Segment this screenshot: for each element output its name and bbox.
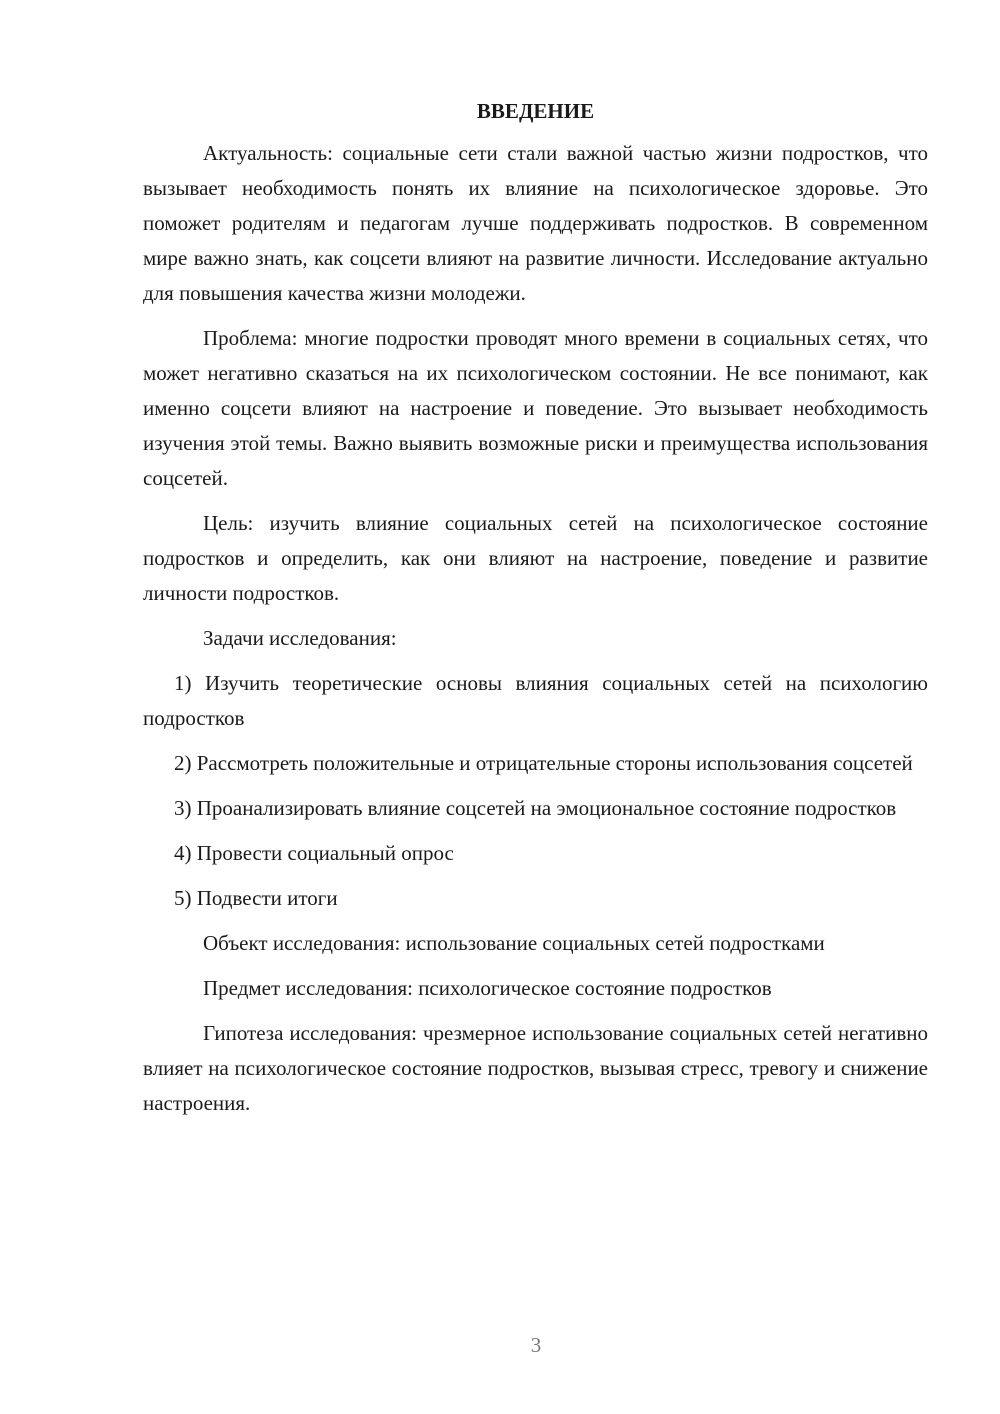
page-number: 3 [530, 1333, 542, 1357]
hypothesis-paragraph: Гипотеза исследования: чрезмерное использование социальных сетей негативно влияет на психологическое состояние подростков, вызывая стресс, тревогу и снижение настроения. [143, 1021, 928, 1115]
subject-paragraph: Предмет исследования: психологическое состояние подростков [203, 976, 772, 1000]
task-item-3: 3) Проанализировать влияние соцсетей на эмоциональное состояние подростков [174, 796, 897, 820]
task-item-5: 5) Подвести итоги [174, 886, 338, 910]
task-item-2: 2) Рассмотреть положительные и отрицательные стороны использования соцсетей [174, 751, 913, 775]
relevance-paragraph: Актуальность: социальные сети стали важной частью жизни подростков, что вызывает необходимость понять их влияние на психологическое здоровье. Это поможет родителям и педагогам лучше поддерживать подростков. В современном мире важно знать, как соцсети влияют на развитие личности. Исследование актуально для повышения качества жизни молодежи. [143, 141, 928, 305]
document-page [143, 96, 928, 1131]
task-item-1: 1) Изучить теоретические основы влияния социальных сетей на психологию подростков [143, 671, 928, 730]
tasks-heading: Задачи исследования: [203, 626, 397, 650]
goal-paragraph: Цель: изучить влияние социальных сетей на психологическое состояние подростков и определить, как они влияют на настроение, поведение и развитие личности подростков. [143, 511, 928, 605]
task-item-4: 4) Провести социальный опрос [174, 841, 454, 865]
problem-paragraph: Проблема: многие подростки проводят много времени в социальных сетях, что может негативно сказаться на их психологическом состоянии. Не все понимают, как именно соцсети влияют на настроение и поведение. Это вызывает необходимость изучения этой темы. Важно выявить возможные риски и преимущества использования соцсетей. [143, 326, 928, 490]
object-paragraph: Объект исследования: использование социальных сетей подростками [203, 931, 825, 955]
section-title: ВВЕДЕНИЕ [476, 99, 595, 123]
